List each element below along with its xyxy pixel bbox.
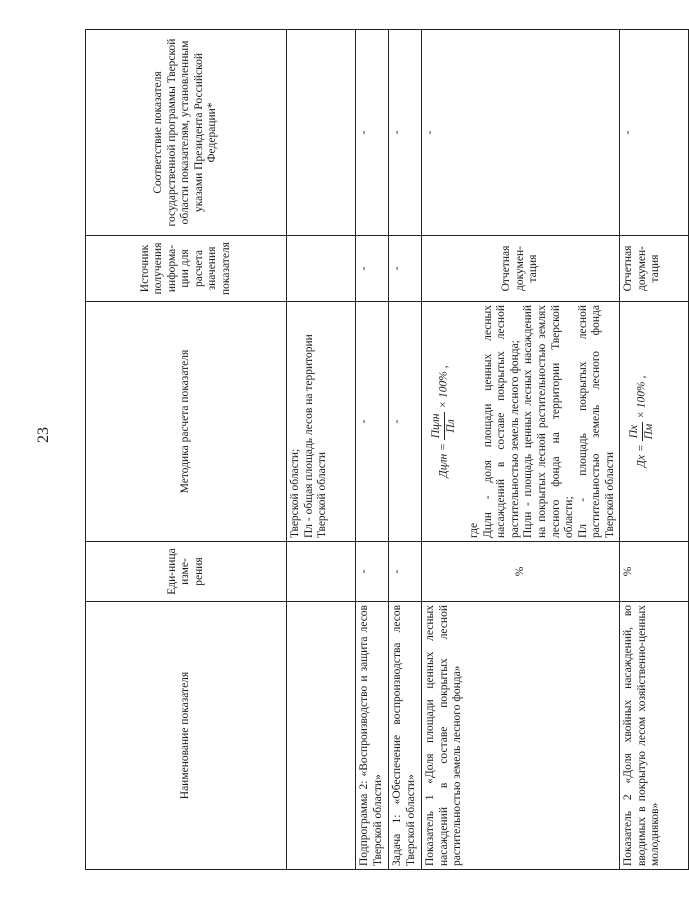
continued-text-pl: Пл - общая площадь лесов на территории Тверской области [302,334,329,538]
header-unit: Еди-ница изме-рения [86,542,287,602]
indicator-2-method [620,302,689,542]
table-row-subprogram [356,30,389,870]
table-row-continuation [287,30,356,870]
indicators-table [85,29,689,870]
indicator-1-method [422,302,620,542]
continued-method-cell [287,302,356,542]
formula-lhs: Дцлн = [437,443,450,478]
rotated-table-container [85,30,662,870]
table-row-indicator-1 [422,30,620,870]
definition-3: Пл - площадь покрытых лесной растительностью земель лесного фонда Тверской области [576,305,616,538]
header-compliance: Соответствие показателя государственной программы Тверской области показателям, установленным указами Президента Российской Федерации* [86,30,287,236]
formula-lhs: Дх = [636,444,649,468]
formula-fraction [430,412,458,441]
formula-comma: , [437,365,450,369]
formula-numerator: Пцлн [430,412,445,441]
task-name: Задача 1: «Обеспечение воспроизводства лесов Тверской области» [389,602,422,870]
indicator-1-compliance: - [422,30,620,236]
task-method: - [389,302,422,542]
table-header-row [86,30,287,870]
subprogram-method: - [356,302,389,542]
subprogram-compliance: - [356,30,389,236]
indicator-1-source: Отчетная докумен-тация [422,236,620,302]
indicator-2-formula [628,305,656,538]
header-source: Источник получения информа-ции для расчета значения показателя [86,236,287,302]
formula-numerator: Пх [628,422,643,442]
where-label: где [468,522,481,538]
task-source: - [389,236,422,302]
subprogram-source: - [356,236,389,302]
definition-1: Дцлн - доля площади ценных лесных насаждений в составе покрытых лесной растительностью земель лесного фонда; [481,305,521,538]
formula-denominator: Пм [642,423,655,440]
formula-tail: × 100% [636,381,649,419]
continued-text-line: Тверской области; [289,448,301,538]
formula-fraction [628,422,656,442]
table-row-indicator-2 [620,30,689,870]
indicator-1-formula [430,305,458,538]
header-indicator-name: Наименование показателя [86,602,287,870]
formula-denominator: Пл [444,419,457,433]
indicator-2-unit: % [620,542,689,602]
table-row-task [389,30,422,870]
subprogram-name: Подпрограмма 2: «Воспроизводство и защита лесов Тверской области» [356,602,389,870]
indicator-2-compliance: - [620,30,689,236]
task-compliance: - [389,30,422,236]
task-unit: - [389,542,422,602]
definition-2: Пцлн - площадь ценных лесных насаждений на покрытых лесной растительностью землях лесного фонда на территории Тверской области; [522,305,576,538]
indicator-2-name: Показатель 2 «Доля хвойных насаждений, во вводимых в покрытую лесом хозяйственно-ценных молодняков» [620,602,689,870]
header-method: Методика расчета показателя [86,302,287,542]
indicator-1-name: Показатель 1 «Доля площади ценных лесных насаждений в составе покрытых лесной растительностью земель лесного фонда» [422,602,620,870]
indicator-2-source: Отчетная докумен-тация [620,236,689,302]
indicator-1-unit: % [422,542,620,602]
formula-tail: × 100% [437,371,450,409]
page-number: 23 [35,427,52,443]
formula-comma: , [636,375,649,379]
subprogram-unit: - [356,542,389,602]
